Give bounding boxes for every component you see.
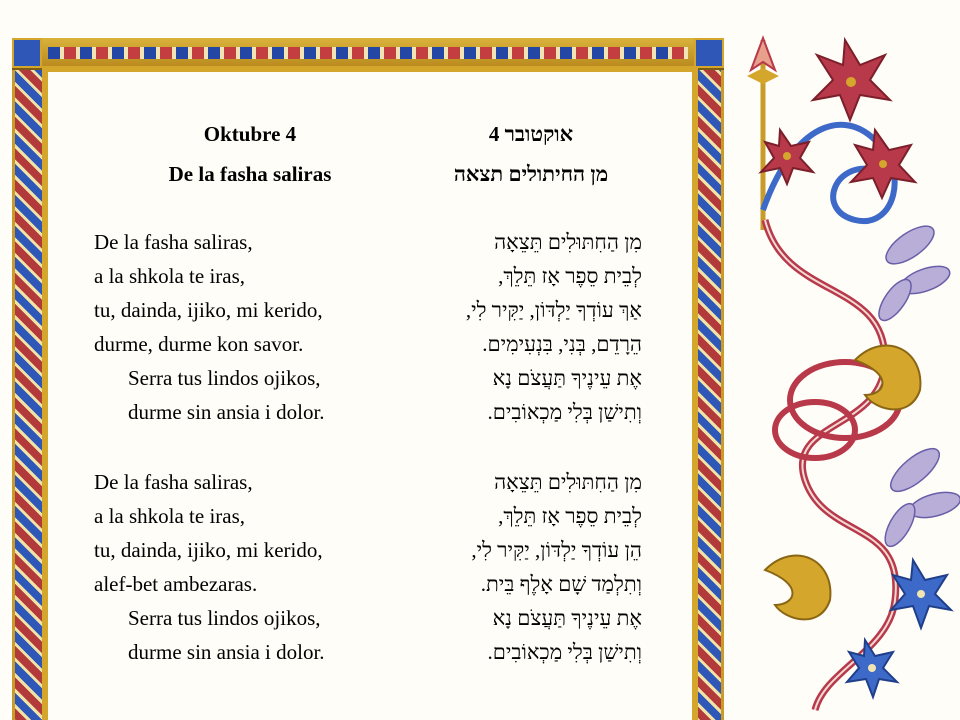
ladino-verse: alef-bet ambezaras. xyxy=(94,572,258,596)
verse-line xyxy=(66,640,674,674)
ladino-title: De la fasha saliras xyxy=(168,162,332,186)
hebrew-verse: וְתִישַׁן בְּלִי מַכְאוֹבִים. xyxy=(487,640,642,664)
verse-line xyxy=(66,332,674,366)
hebrew-date: אוקטובר 4 xyxy=(488,122,574,146)
ladino-verse: durme sin ansia i dolor. xyxy=(128,640,325,664)
hebrew-verse: לְבֵית סֵפֶר אָז תֵּלֵךְ, xyxy=(498,504,642,528)
ladino-date: Oktubre 4 xyxy=(203,122,297,146)
hebrew-verse: הֵרָדֵם, בְּנִי, בִּנְעִימִים. xyxy=(482,332,642,356)
verse-line xyxy=(66,470,674,504)
verse-line xyxy=(66,366,674,400)
hebrew-verse: אַךְ עוֹדְךָ יַלְדּוֹן, יַקִּיר לִי, xyxy=(465,298,642,322)
ladino-verse: De la fasha saliras, xyxy=(94,470,253,494)
border-corner-ornament xyxy=(694,38,724,68)
floral-ornament-illustration xyxy=(725,0,960,720)
hebrew-verse: אֶת עֵינֶיךָ תַּעֲצֹם נָא xyxy=(492,606,642,630)
ladino-verse: durme, durme kon savor. xyxy=(94,332,304,356)
ladino-verse: tu, dainda, ijiko, mi kerido, xyxy=(94,538,323,562)
verse-line xyxy=(66,572,674,606)
poem-content xyxy=(66,108,674,698)
verse-line xyxy=(66,264,674,298)
ladino-verse: Serra tus lindos ojikos, xyxy=(128,366,321,390)
hebrew-verse: מִן הַחִתּוּלִים תֵּצֵאָה xyxy=(494,230,642,254)
verse-line xyxy=(66,298,674,332)
hebrew-verse: מִן הַחִתּוּלִים תֵּצֵאָה xyxy=(494,470,642,494)
verse-line xyxy=(66,538,674,572)
ladino-verse: a la shkola te iras, xyxy=(94,504,246,528)
border-corner-ornament xyxy=(12,38,42,68)
verse-line xyxy=(66,400,674,434)
hebrew-verse: הֵן עוֹדְךָ יַלְדּוֹן, יַקִּיר לִי, xyxy=(471,538,642,562)
hebrew-title: מן החיתולים תצאה xyxy=(453,162,609,186)
verse-line xyxy=(66,606,674,640)
hebrew-verse: וְתִישַׁן בְּלִי מַכְאוֹבִים. xyxy=(487,400,642,424)
ladino-verse: De la fasha saliras, xyxy=(94,230,253,254)
lance-icon xyxy=(747,38,779,230)
hebrew-verse: אֶת עֵינֶיךָ תַּעֲצֹם נָא xyxy=(492,366,642,390)
red-flower-icon xyxy=(761,40,915,198)
ladino-verse: a la shkola te iras, xyxy=(94,264,246,288)
blue-flower-icon xyxy=(847,560,951,697)
ladino-verse: durme sin ansia i dolor. xyxy=(128,400,325,424)
ladino-verse: tu, dainda, ijiko, mi kerido, xyxy=(94,298,323,322)
date-heading xyxy=(66,122,674,156)
hebrew-verse: וְתִלְמַד שָׁם אָלֶף בֵּית. xyxy=(480,572,642,596)
verse-line xyxy=(66,230,674,264)
poem-title xyxy=(66,162,674,196)
ladino-verse: Serra tus lindos ojikos, xyxy=(128,606,321,630)
verse-line xyxy=(66,504,674,538)
hebrew-verse: לְבֵית סֵפֶר אָז תֵּלֵךְ, xyxy=(498,264,642,288)
